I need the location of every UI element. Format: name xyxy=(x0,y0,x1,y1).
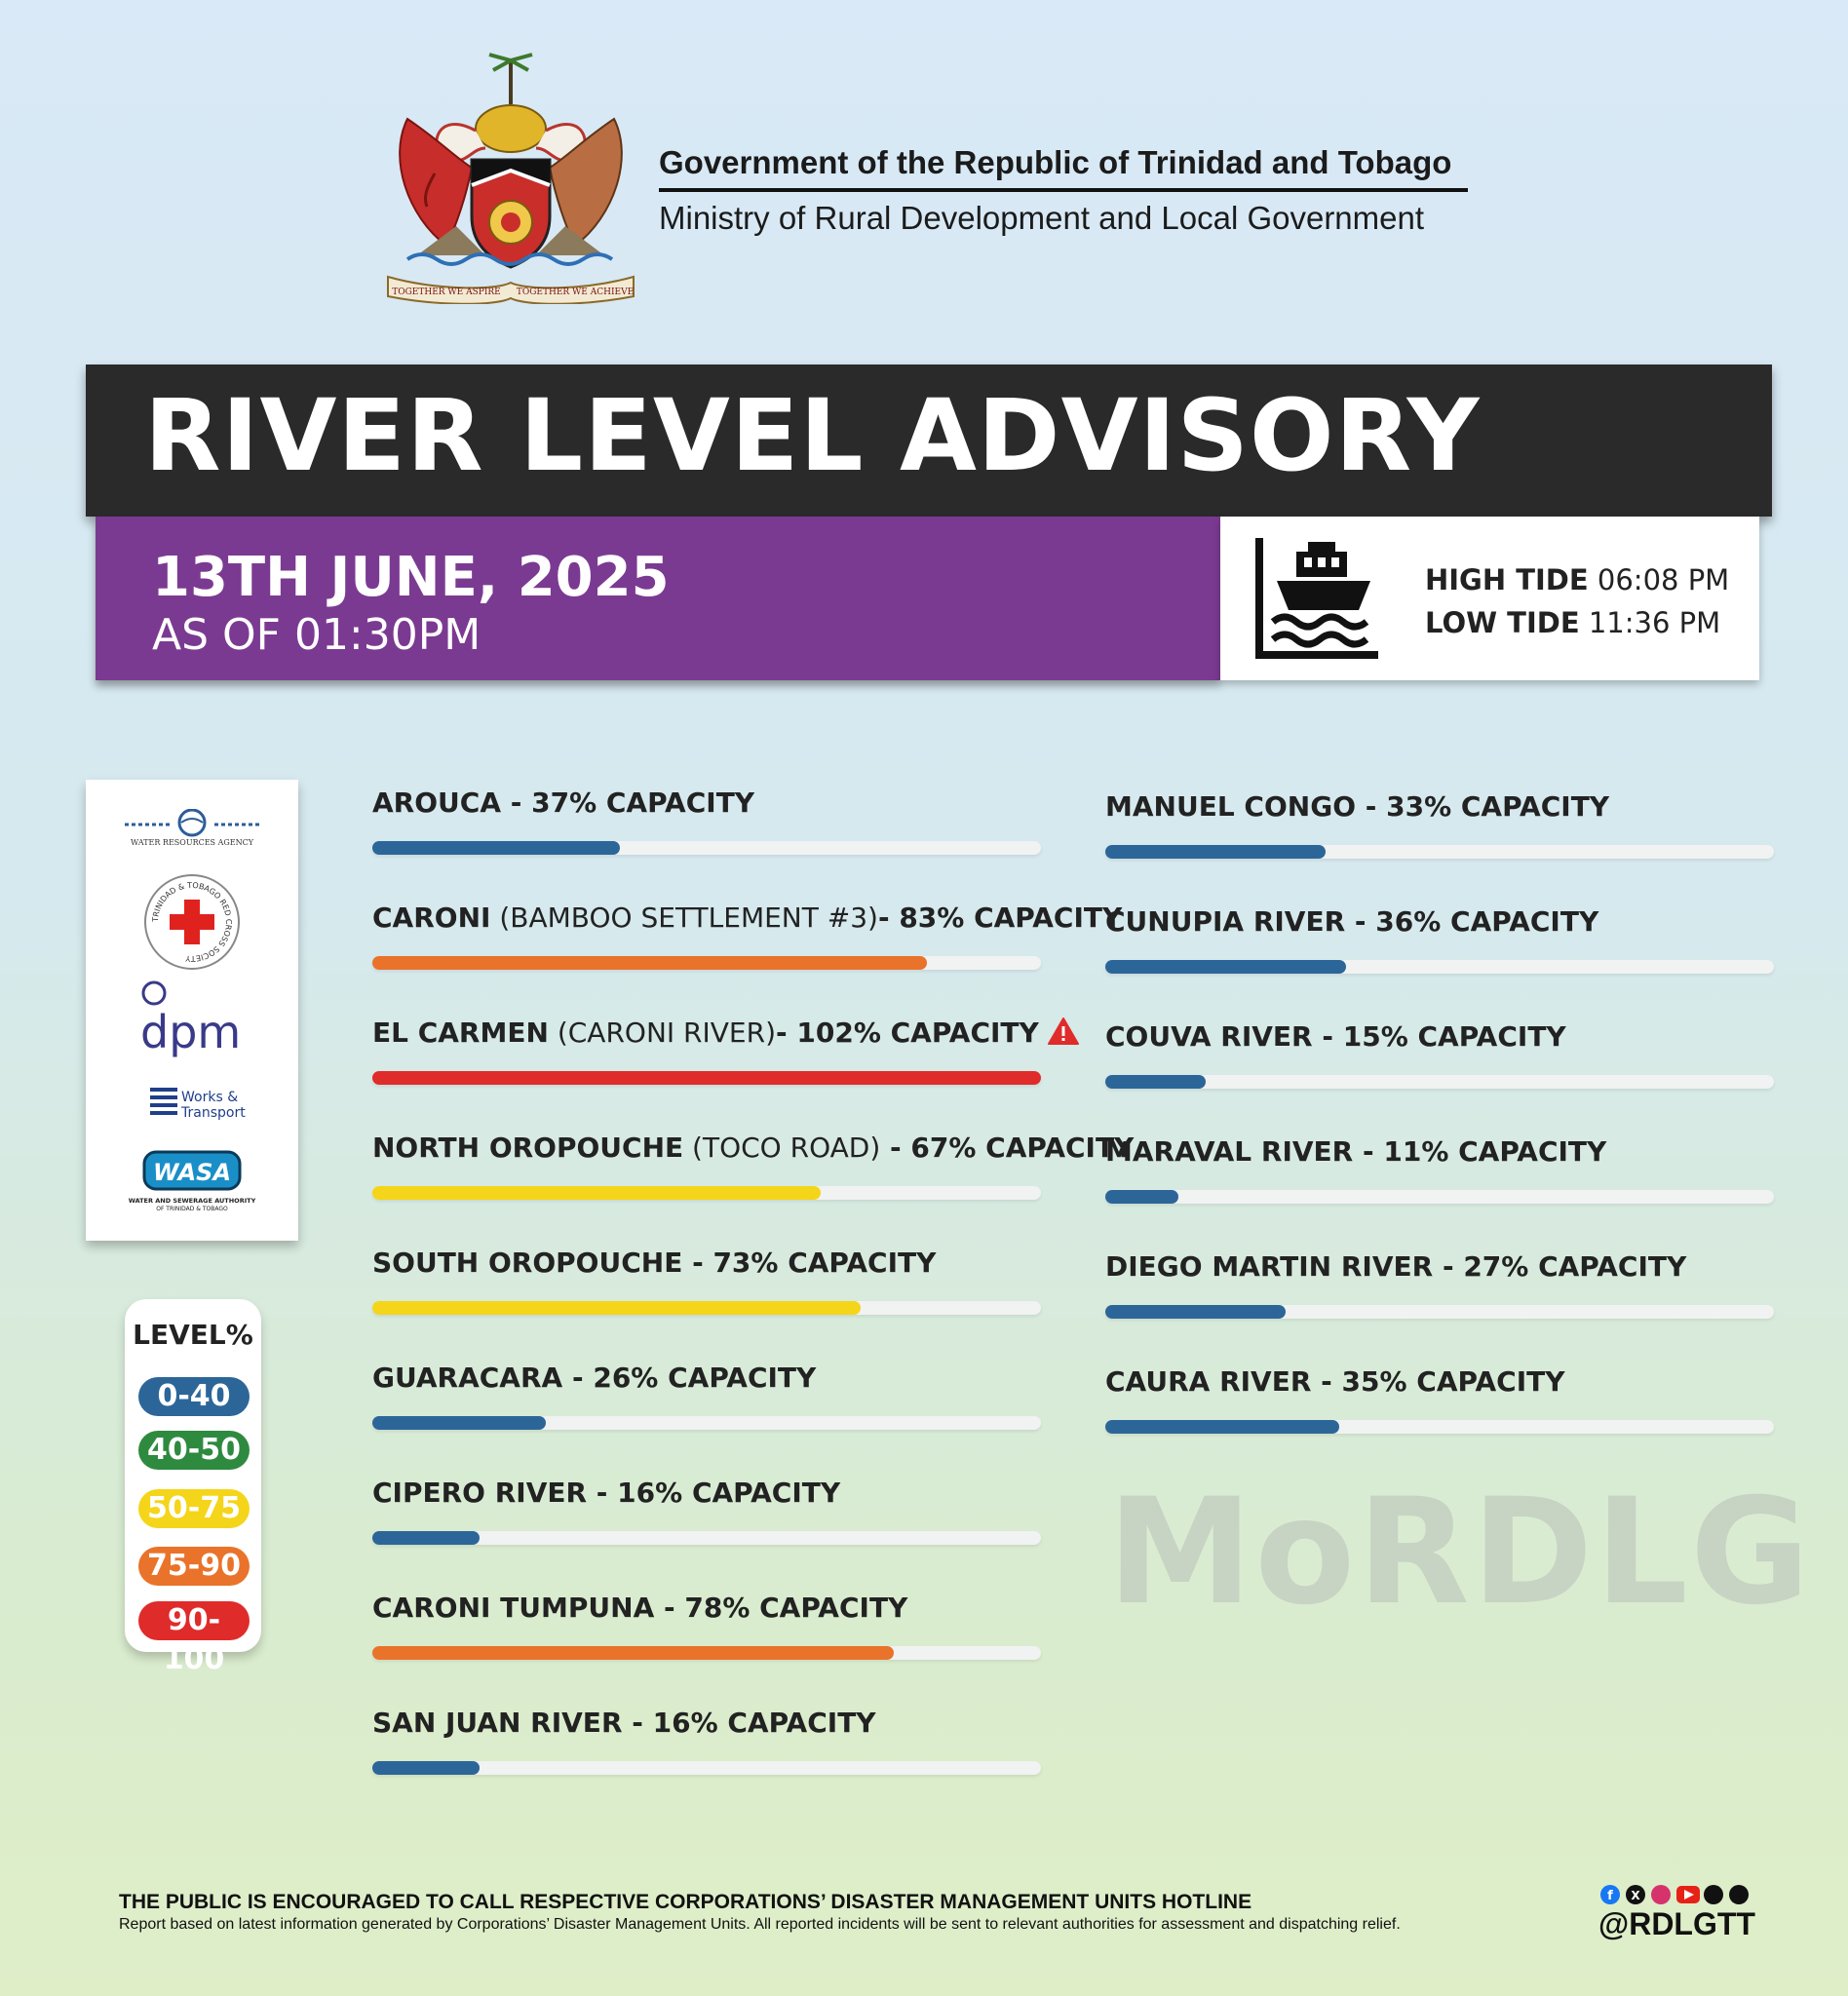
river-entry xyxy=(372,902,1123,1009)
river-entry xyxy=(372,1707,1055,1814)
river-capacity-label: - 83% CAPACITY xyxy=(877,902,1123,934)
river-capacity-label: - 33% CAPACITY xyxy=(1356,790,1610,823)
river-location: (BAMBOO SETTLEMENT #3) xyxy=(490,902,878,934)
instagram-icon[interactable] xyxy=(1651,1885,1671,1904)
capacity-track xyxy=(372,1416,1041,1430)
low-tide-label: LOW TIDE xyxy=(1425,606,1580,639)
capacity-track xyxy=(372,1071,1041,1085)
river-capacity-label: - 102% CAPACITY xyxy=(776,1017,1039,1049)
river-label xyxy=(372,1132,1134,1164)
river-label xyxy=(1105,790,1609,823)
capacity-track xyxy=(372,1186,1041,1200)
threads-icon[interactable] xyxy=(1704,1885,1723,1904)
wasa-caption-2: OF TRINIDAD & TOBAGO xyxy=(156,1206,228,1212)
river-label xyxy=(372,1707,876,1739)
river-label xyxy=(1105,1365,1565,1398)
government-name: Government of the Republic of Trinidad and Tobago xyxy=(659,144,1452,180)
tide-panel xyxy=(1220,517,1759,680)
partner-logos-panel xyxy=(86,780,298,1241)
legend-item-90-100: 90-100 xyxy=(138,1601,250,1640)
high-tide xyxy=(1425,563,1729,596)
river-capacity-label: - 36% CAPACITY xyxy=(1345,905,1599,938)
odpm-logo xyxy=(140,979,248,1067)
warning-icon xyxy=(1047,1017,1080,1046)
capacity-bar xyxy=(372,1646,894,1660)
advisory-time: AS OF 01:30PM xyxy=(152,610,481,660)
river-name: SOUTH OROPOUCHE xyxy=(372,1247,683,1279)
river-name: MARAVAL RIVER xyxy=(1105,1135,1354,1168)
river-capacity-label: - 78% CAPACITY xyxy=(654,1592,908,1624)
red-cross-logo xyxy=(142,872,242,972)
river-label xyxy=(372,787,754,819)
river-capacity-label: - 11% CAPACITY xyxy=(1353,1135,1607,1168)
motto-right: TOGETHER WE ACHIEVE xyxy=(516,288,635,297)
river-entry xyxy=(1105,1365,1788,1473)
works-text: Works & xyxy=(181,1090,239,1105)
river-entry xyxy=(1105,1250,1788,1358)
river-name: SAN JUAN RIVER xyxy=(372,1707,623,1739)
river-label xyxy=(372,1477,840,1509)
ministry-name: Ministry of Rural Development and Local Government xyxy=(659,200,1425,236)
river-name: CAURA RIVER xyxy=(1105,1365,1312,1398)
river-name: CARONI TUMPUNA xyxy=(372,1592,655,1624)
river-label xyxy=(1105,905,1598,938)
odpm-text: dpm xyxy=(140,1006,242,1058)
legend-title: LEVEL% xyxy=(133,1319,253,1351)
river-capacity-label: - 16% CAPACITY xyxy=(587,1477,841,1509)
capacity-track xyxy=(1105,1305,1774,1319)
river-entry xyxy=(1105,1135,1788,1243)
river-capacity-label: - 16% CAPACITY xyxy=(622,1707,876,1739)
capacity-bar xyxy=(1105,845,1326,859)
capacity-bar xyxy=(1105,1305,1286,1319)
capacity-track xyxy=(372,1531,1041,1545)
wasa-caption-1: WATER AND SEWERAGE AUTHORITY xyxy=(129,1197,255,1205)
social-handle[interactable]: @RDLGTT xyxy=(1598,1906,1755,1941)
river-name: EL CARMEN xyxy=(372,1017,549,1049)
level-legend xyxy=(125,1299,261,1676)
river-entry xyxy=(372,1362,1055,1469)
capacity-track xyxy=(1105,960,1774,974)
low-tide-time: 11:36 PM xyxy=(1588,606,1721,639)
coat-of-arms-logo xyxy=(378,51,643,304)
river-label xyxy=(372,1362,816,1394)
river-capacity-label: - 27% CAPACITY xyxy=(1433,1250,1687,1283)
legend-item-0-40: 0-40 xyxy=(138,1377,250,1416)
river-capacity-label: - 73% CAPACITY xyxy=(682,1247,937,1279)
wasa-logo xyxy=(129,1148,255,1218)
capacity-bar xyxy=(1105,1075,1206,1089)
river-entry xyxy=(1105,790,1788,898)
river-label xyxy=(372,1247,936,1279)
water-resources-agency-logo xyxy=(119,809,265,848)
capacity-track xyxy=(1105,845,1774,859)
red-cross-caption: TRINIDAD & TOBAGO RED CROSS SOCIETY xyxy=(150,880,234,964)
river-label xyxy=(1105,1250,1686,1283)
river-name: CARONI xyxy=(372,902,491,934)
capacity-bar xyxy=(372,1186,821,1200)
river-entry xyxy=(372,1132,1135,1239)
river-capacity-label: - 15% CAPACITY xyxy=(1312,1020,1566,1053)
river-name: GUARACARA xyxy=(372,1362,563,1394)
capacity-track xyxy=(1105,1075,1774,1089)
works-transport-logo xyxy=(148,1084,255,1123)
low-tide xyxy=(1425,606,1720,639)
capacity-bar xyxy=(372,1416,546,1430)
footer-disclaimer: Report based on latest information generated by Corporations’ Disaster Management Units. All reported incidents will be sent to relevant authorities for assessment and dispatching relief. xyxy=(119,1916,1401,1933)
river-capacity-label: - 35% CAPACITY xyxy=(1311,1365,1565,1398)
capacity-track xyxy=(1105,1190,1774,1204)
social-icons xyxy=(1598,1883,1751,1906)
capacity-bar xyxy=(1105,960,1346,974)
river-location: (TOCO ROAD) xyxy=(683,1132,881,1164)
river-name: CUNUPIA RIVER xyxy=(1105,905,1346,938)
capacity-bar xyxy=(372,1301,861,1315)
river-label xyxy=(372,902,1122,934)
river-name: AROUCA xyxy=(372,787,501,819)
river-label xyxy=(1105,1135,1606,1168)
watermark: MoRDLG xyxy=(1107,1468,1813,1637)
river-capacity-label: - 26% CAPACITY xyxy=(562,1362,817,1394)
capacity-track xyxy=(372,1761,1041,1775)
legend-item-50-75: 50-75 xyxy=(138,1489,250,1528)
legend-item-75-90: 75-90 xyxy=(138,1547,250,1586)
tiktok-icon[interactable] xyxy=(1729,1885,1749,1904)
river-entry xyxy=(372,1477,1055,1584)
river-entry xyxy=(1105,1020,1788,1128)
river-entry xyxy=(372,1017,1055,1124)
capacity-track xyxy=(372,1646,1041,1660)
capacity-bar xyxy=(372,841,620,855)
river-label xyxy=(1105,1020,1566,1053)
transport-text: Transport xyxy=(181,1105,246,1121)
capacity-bar xyxy=(372,1761,480,1775)
svg-text:X: X xyxy=(1631,1889,1640,1902)
river-name: CIPERO RIVER xyxy=(372,1477,588,1509)
river-name: COUVA RIVER xyxy=(1105,1020,1313,1053)
capacity-bar xyxy=(1105,1420,1339,1434)
wasa-text: WASA xyxy=(152,1159,232,1186)
river-capacity-label: - 67% CAPACITY xyxy=(880,1132,1135,1164)
page-title: RIVER LEVEL ADVISORY xyxy=(144,378,1481,494)
advisory-date: 13TH JUNE, 2025 xyxy=(152,546,670,609)
river-label xyxy=(372,1017,1080,1049)
river-entry xyxy=(372,787,1055,894)
river-name: DIEGO MARTIN RIVER xyxy=(1105,1250,1434,1283)
motto-left: TOGETHER WE ASPIRE xyxy=(392,288,501,297)
capacity-track xyxy=(372,841,1041,855)
wra-caption: WATER RESOURCES AGENCY xyxy=(131,838,253,847)
legend-item-40-50: 40-50 xyxy=(138,1431,250,1470)
capacity-track xyxy=(1105,1420,1774,1434)
high-tide-label: HIGH TIDE xyxy=(1425,563,1589,596)
title-banner xyxy=(86,365,1772,517)
header-divider xyxy=(659,188,1468,192)
capacity-track xyxy=(372,1301,1041,1315)
river-entry xyxy=(372,1247,1055,1354)
river-name: MANUEL CONGO xyxy=(1105,790,1356,823)
river-name: NORTH OROPOUCHE xyxy=(372,1132,684,1164)
capacity-bar xyxy=(372,1071,1041,1085)
river-capacity-label: - 37% CAPACITY xyxy=(501,787,755,819)
river-label xyxy=(372,1592,907,1624)
river-entry xyxy=(372,1592,1055,1699)
capacity-bar xyxy=(1105,1190,1178,1204)
capacity-bar xyxy=(372,1531,480,1545)
svg-text:f: f xyxy=(1607,1889,1613,1903)
harbor-ship-icon xyxy=(1253,534,1382,663)
capacity-bar xyxy=(372,956,927,970)
high-tide-time: 06:08 PM xyxy=(1597,563,1730,596)
river-location: (CARONI RIVER) xyxy=(548,1017,776,1049)
river-entry xyxy=(1105,905,1788,1013)
date-banner xyxy=(96,517,1220,680)
capacity-track xyxy=(372,956,1041,970)
footer-hotline-notice: THE PUBLIC IS ENCOURAGED TO CALL RESPECTIVE CORPORATIONS’ DISASTER MANAGEMENT UNITS HOTLINE xyxy=(119,1891,1252,1913)
